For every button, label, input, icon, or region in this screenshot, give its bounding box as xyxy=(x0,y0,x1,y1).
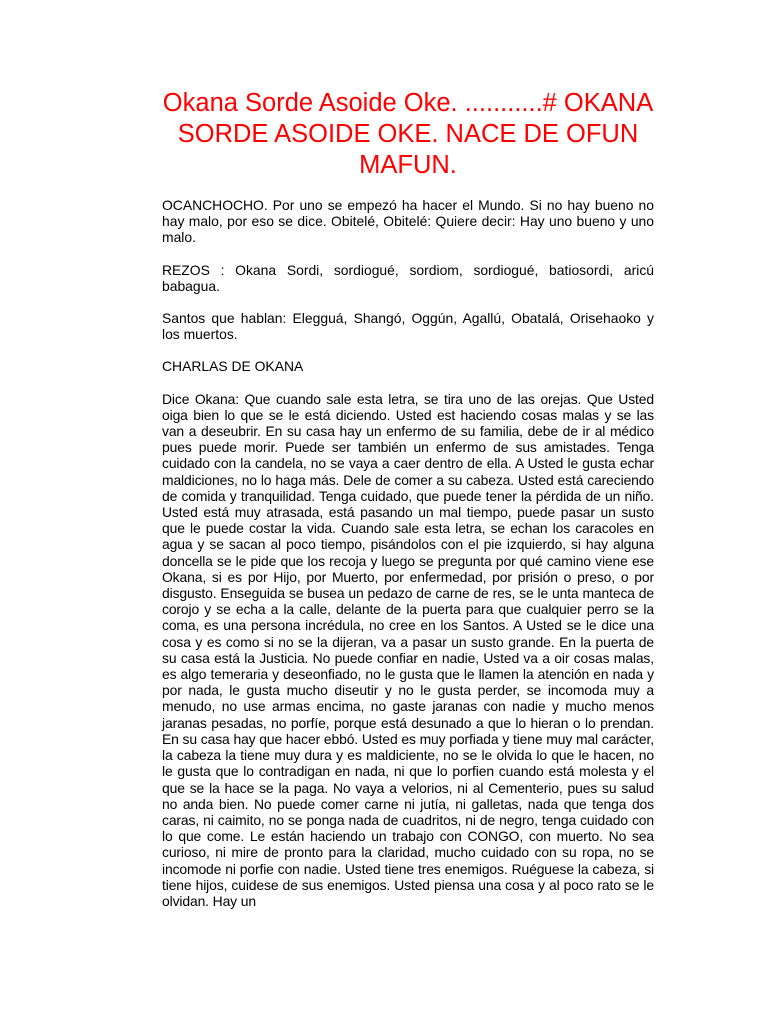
document-title: Okana Sorde Asoide Oke. ...........# OKANA SORDE ASOIDE OKE. NACE DE OFUN MAFUN. xyxy=(162,89,654,179)
charlas-paragraph: Dice Okana: Que cuando sale esta letra, se tira uno de las orejas. Que Usted oiga bien lo que se le está diciendo. Usted est haciendo cosas malas y se las van a deseubrir. En su casa hay un enfermo de su familia, debe de ir al médico pues puede morir. Puede ser también un enfermo de sus amistades. Tenga cuidado con la candela, no se vaya a caer dentro de ella. A Usted le gusta echar maldiciones, no lo haga más. Dele de comer a su cabeza. Usted está careciendo de comida y tranquilidad. Tenga cuidado, que puede tener la pérdida de un niño. Usted está muy atrasada, está pasando un mal tiempo, puede pasar un susto que le puede costar la vida. Cuando sale esta letra, se echan los caracoles en agua y se sacan al poco tiempo, pisándolos con el pie izquierdo, si hay alguna doncella se le pide que los recoja y luego se pregunta por qué camino viene ese Okana, si es por Hijo, por Muerto, por enfermedad, por prisión o preso, o por disgusto. Enseguida se busea un pedazo de carne de res, se le unta manteca de corojo y se echa a la calle, delante de la puerta para que cualquier perro se la coma, es una persona incrédula, no cree en los Santos. A Usted se le dice una cosa y es como si no se la dijeran, va a pasar un susto grande. En la puerta de su casa está la Justicia. No puede confiar en nadie, Usted va a oir cosas malas, es algo temeraria y deseonfiado, no le gusta que le llamen la atención en nada y por nada, le gusta mucho diseutir y no le gusta perder, se incomoda muy a menudo, no use armas encima, no gaste jaranas con nadie y mucho menos jaranas pesadas, no porfíe, porque está desunado a que lo hieran o lo prendan. En su casa hay que hacer ebbó. Usted es muy porfiada y tiene muy mal carácter, la cabeza la tiene muy dura y es maldiciente, no se le olvida lo que le hacen, no le gusta que lo contradigan en nada, ni que lo porfien cuando está molesta y el que se la hace se la paga. No vaya a velorios, ni al Cementerio, pues su salud no anda bien. No puede comer carne ni jutía, ni galletas, nada que tenga dos caras, ni caimito, no se ponga nada de cuadritos, ni de negro, tenga cuidado con lo que come. Le están haciendo un trabajo con CONGO, con muerto. No sea curioso, ni mire de pronto para la claridad, mucho cuidado con su ropa, no se incomode ni porfie con nadie. Usted tiene tres enemigos. Ruéguese la cabeza, si tiene hijos, cuidese de sus enemigos. Usted piensa una cosa y al poco rato se le olvidan. Hay un xyxy=(162,390,654,909)
santos-paragraph: Santos que hablan: Elegguá, Shangó, Oggún, Agallú, Obatalá, Orisehaoko y los muertos. xyxy=(162,310,654,343)
intro-paragraph: OCANCHOCHO. Por uno se empezó ha hacer el Mundo. Si no hay bueno no hay malo, por eso se dice. Obitelé, Obitelé: Quiere decir: Hay uno bueno y uno malo. xyxy=(162,197,654,246)
section-heading: CHARLAS DE OKANA xyxy=(162,358,304,375)
document-page xyxy=(162,88,654,925)
rezos-paragraph: REZOS : Okana Sordi, sordiogué, sordiom, sordiogué, batiosordi, aricú babagua. xyxy=(162,261,654,294)
